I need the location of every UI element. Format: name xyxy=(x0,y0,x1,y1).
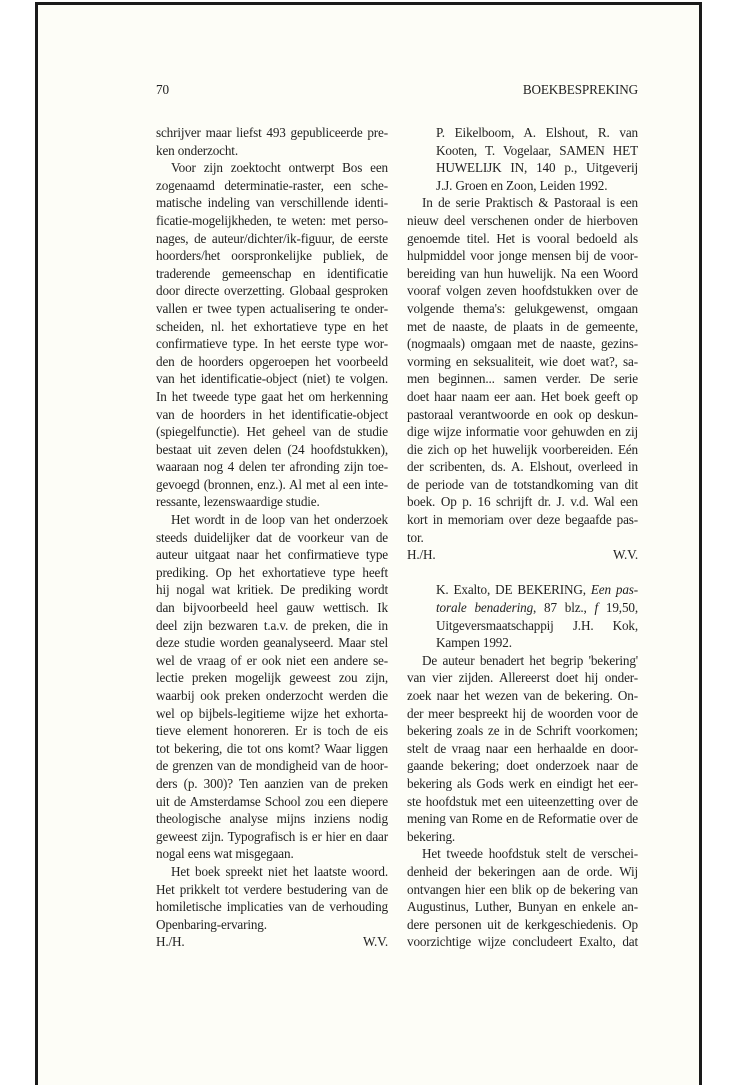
text-line: prediking. Op het exhortatieve type heeft xyxy=(156,564,388,580)
citation-line xyxy=(407,617,638,635)
text-line: vorming en seksualiteit, wie doet wat?, sa- xyxy=(407,353,638,369)
signature-initials: H./H. xyxy=(407,547,436,563)
text-line: Het tweede hoofdstuk stelt de verschei- xyxy=(422,846,638,862)
citation-line xyxy=(407,599,638,617)
text-line: de periode van de totstandkoming van dit xyxy=(407,476,638,492)
text-line: Het wordt in de loop van het onderzoek xyxy=(171,512,388,528)
text-line: auteur uitgaat naar het confirmatieve type xyxy=(156,547,388,563)
text-line: deze studie worden geanalyseerd. Maar stel xyxy=(156,635,388,651)
citation-line xyxy=(407,634,638,652)
text-line: In het tweede type gaat het om herkenning xyxy=(156,388,388,404)
text-line: ste hoofdstuk met een uiteenzetting over de xyxy=(407,793,638,809)
citation-line xyxy=(407,159,638,177)
signature-initials: H./H. xyxy=(156,934,185,950)
text-line: bereiding van hun huwelijk. Na een Woord xyxy=(407,265,638,281)
text-line: ontvangen hier een blik op de bekering van xyxy=(407,881,638,897)
text-line: hij nogal wat kritiek. De prediking wordt xyxy=(156,582,388,598)
text-line: De auteur benadert het begrip 'bekering' xyxy=(422,652,638,668)
text-line: boek. Op p. 16 schrijft dr. J. v.d. Wal een xyxy=(407,494,638,510)
text-line: den de hoorders opgeroepen het voorbeeld xyxy=(156,353,388,369)
text-line: voorzichtige wijze concludeert Exalto, dat xyxy=(407,934,638,950)
text-line: traderende gemeenschap en identificatie xyxy=(156,265,388,281)
paragraph xyxy=(407,652,638,846)
text-line: der scribenten, ds. A. Elshout, overleed in xyxy=(407,459,638,475)
review-signature xyxy=(407,546,638,564)
text-line: dan bijvoorbeeld heel gauw wettisch. Ik xyxy=(156,600,388,616)
italic-text: torale benadering xyxy=(436,600,534,616)
page-number: 70 xyxy=(156,82,169,97)
text-segment: 19,50, xyxy=(598,600,638,616)
text-line: tot bekering, die tot ons komt? Waar liggen xyxy=(156,740,388,756)
text-line: uit de Amsterdamse School zou een diepere xyxy=(156,793,388,809)
citation-line xyxy=(407,124,638,142)
citation-line xyxy=(407,177,638,195)
signature-reviewer: W.V. xyxy=(612,547,638,563)
text-line: nogal eens wat misgegaan. xyxy=(156,846,294,862)
text-line: deel zijn bezwaren t.a.v. de preken, die in xyxy=(156,617,388,633)
text-line: vallen er twee typen actualisering te onder- xyxy=(156,300,388,316)
text-line: ken onderzocht. xyxy=(156,142,238,158)
text-segment: , 87 blz., xyxy=(533,600,595,616)
text-line: scheiden, nl. het exhortatieve type en het xyxy=(156,318,388,334)
text-line: volgende thema's: gelukgewenst, omgaan xyxy=(407,300,638,316)
text-line: dere personen uit de kerkgeschiedenis. Op xyxy=(407,916,638,932)
page-header xyxy=(156,81,638,99)
paragraph xyxy=(156,159,388,511)
italic-text: f xyxy=(594,600,599,616)
text-line: ficatie-mogelijkheden, te weten: met perso- xyxy=(156,212,388,228)
text-line: schrijver maar liefst 493 gepubliceerde pre- xyxy=(156,125,388,140)
text-line: homiletische implicaties van de verhouding xyxy=(156,899,388,915)
text-segment: HUWELIJK IN, 140 p., Uitgeverij xyxy=(436,160,638,176)
text-line: bekering. xyxy=(407,828,456,844)
text-line: zoek naar het wezen van de bekering. On- xyxy=(407,688,638,703)
document-page xyxy=(35,2,702,1085)
text-line: In de serie Praktisch & Pastoraal is een xyxy=(422,195,638,211)
signature-reviewer: W.V. xyxy=(362,934,388,950)
right-column xyxy=(407,124,638,951)
text-line: van het identificatie-object (niet) te volgen. xyxy=(156,371,388,387)
text-line: vooraf volgen zeven hoofdstukken over de xyxy=(407,283,638,299)
text-line: met de naaste, de plaats in de gemeente, xyxy=(407,318,638,334)
text-line: bekering als Gods werk en eindigt het eer- xyxy=(407,775,638,791)
text-segment: Kampen 1992. xyxy=(436,635,512,651)
text-line: zogenaamd determinatie-raster, een sche- xyxy=(156,177,388,193)
text-line: lectie preken mogelijk geweest zou zijn, xyxy=(156,670,388,686)
text-line: steeds duidelijker dat de voorkeur van de xyxy=(156,529,388,545)
text-line: bestaat uit zeven delen (24 hoofdstukken), xyxy=(156,441,388,457)
text-line: geweest zijn. Typografisch is er hier en daar xyxy=(156,828,388,844)
text-line: matische indeling van verschillende identi- xyxy=(156,195,388,211)
text-line: Voor zijn zoektocht ontwerpt Bos een xyxy=(171,160,388,176)
text-line: wel de vraag of er ook niet een andere se- xyxy=(156,652,388,668)
text-line: door directe overzetting. Globaal gesproken xyxy=(156,283,388,299)
text-line: (spiegelfunctie). Het geheel van de studie xyxy=(156,424,388,440)
text-line: waarbij ook preken onderzocht werden die xyxy=(156,688,388,703)
text-line: pastoraal verantwoorde en ook op deskun- xyxy=(407,406,638,422)
text-line: confirmatieve type. In het eerste type wor- xyxy=(156,336,388,352)
text-line: dige wijze informatie voor gehuwden en zij xyxy=(407,424,638,440)
text-line: denheid der bekeringen aan de orde. Wij xyxy=(407,863,638,879)
paragraph xyxy=(407,845,638,951)
text-line: nieuw deel verschenen onder de hierboven xyxy=(407,212,638,228)
text-segment: J.J. Groen en Zoon, Leiden 1992. xyxy=(436,177,608,193)
left-column xyxy=(156,124,388,951)
text-line: hulpmiddel voor jonge mensen bij de voor- xyxy=(407,248,638,264)
text-line: Openbaring-ervaring. xyxy=(156,916,267,932)
text-line: ressante, lezenswaardige studie. xyxy=(156,494,320,510)
text-line: van vier zijden. Allereerst doet hij onder- xyxy=(407,670,638,686)
book-citation xyxy=(407,581,638,651)
paragraph xyxy=(156,124,388,159)
text-line: stelt de vraag naar een herhaalde en door- xyxy=(407,740,638,756)
text-line: mening van Rome en de Reformatie over de xyxy=(407,811,638,827)
text-line: Het boek spreekt niet het laatste woord. xyxy=(171,863,388,879)
text-line: die zich op het huwelijk voorbereiden. Eén xyxy=(407,441,638,457)
text-line: waaraan nog 4 delen ter afronding zijn toe- xyxy=(156,459,388,475)
text-line: men beginnen... samen verder. De serie xyxy=(407,371,638,387)
text-line: van de hoorders in het identificatie-object xyxy=(156,406,388,422)
text-line: hoorders/het oorspronkelijke publiek, de xyxy=(156,248,388,264)
text-line: tieve element honoreren. Er is toch de eis xyxy=(156,723,388,739)
italic-text: Een pas- xyxy=(590,582,639,598)
text-line: bekering zoals ze in de Schrift voorkomen; xyxy=(407,723,638,739)
spacer xyxy=(407,564,638,582)
text-line: gevoegd (bronnen, enz.). Al met al een inte- xyxy=(156,476,388,492)
citation-line xyxy=(407,142,638,160)
text-line: Augustinus, Luther, Bunyan en enkele an- xyxy=(407,899,638,915)
text-segment: Kooten, T. Vogelaar, SAMEN HET xyxy=(436,142,638,158)
book-citation xyxy=(407,124,638,194)
paragraph xyxy=(407,194,638,546)
text-line: nages, de auteur/dichter/ik-figuur, de eerste xyxy=(156,230,388,246)
text-line: (nogmaals) omgaan met de naaste, gezins- xyxy=(407,336,638,352)
text-line: der meer bespreekt hij de woorden voor de xyxy=(407,705,638,721)
text-line: doet haar naam eer aan. Het boek geeft op xyxy=(407,388,638,404)
text-line: wel op bijbels-legitieme wijze het exhorta- xyxy=(156,705,388,721)
text-line: de grenzen van de mondigheid van de hoor- xyxy=(156,758,388,774)
citation-line xyxy=(407,581,638,599)
review-signature xyxy=(156,933,388,951)
text-segment: P. Eikelboom, A. Elshout, R. van xyxy=(436,125,638,140)
text-line: Het prikkelt tot verdere bestudering van de xyxy=(156,881,388,897)
paragraph xyxy=(156,511,388,863)
text-line: genoemde titel. Het is vooral bedoeld als xyxy=(407,230,638,246)
text-line: theologische analyse mijns inziens nodig xyxy=(156,811,388,827)
text-line: kort in memoriam over deze begaafde pas- xyxy=(407,512,638,528)
running-title: BOEKBESPREKING xyxy=(522,82,638,97)
text-segment: Uitgeversmaatschappij J.H. Kok, xyxy=(436,617,638,633)
paragraph xyxy=(156,863,388,933)
text-segment: K. Exalto, DE BEKERING, xyxy=(436,582,591,598)
text-line: gaande bekering; doet onderzoek naar de xyxy=(407,758,638,774)
text-line: tor. xyxy=(407,529,424,545)
text-line: ders (p. 300)? Ten aanzien van de preken xyxy=(156,775,388,791)
